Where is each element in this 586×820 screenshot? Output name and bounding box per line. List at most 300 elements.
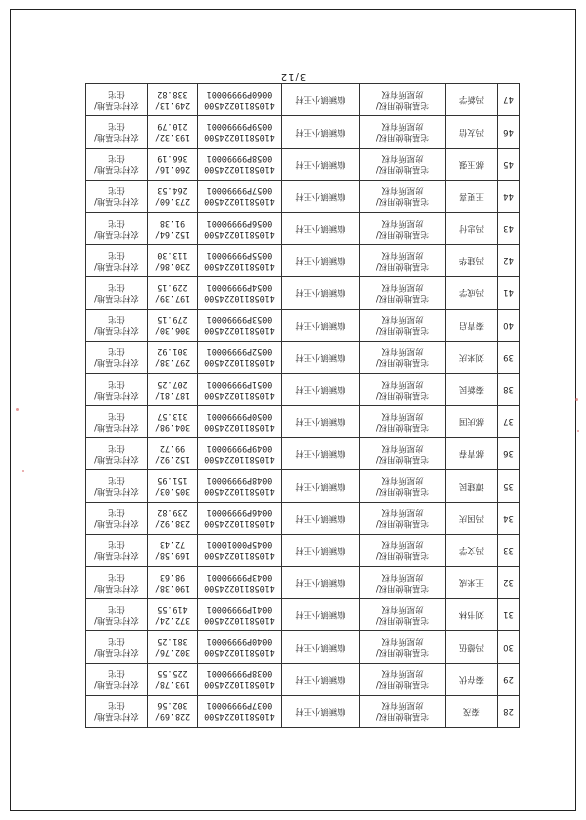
unit-number-cell [198,277,282,309]
land-use-cell-text: 农村宅基地/ [94,100,139,111]
row-number-cell [498,406,520,438]
right-type-cell-text: 房屋所有权 [381,443,424,454]
right-type-cell-text: 宅基地使用权/ [375,197,430,208]
area-cell [148,341,198,373]
owner-name-cell-text: 冯国庆 [458,513,485,524]
land-use-cell [86,148,148,180]
location-cell-text: 临颍镇小王村 [295,642,346,653]
area-cell-text: 169.58/ [154,551,191,562]
unit-number-cell-text: 41058110224500 [204,712,275,723]
land-use-cell [86,599,148,631]
area-cell-text: 313.57 [157,411,188,422]
row-number-cell-text: 41 [503,288,514,299]
owner-name-cell-text: 冯友信 [458,127,485,138]
right-type-cell-text: 宅基地使用权/ [375,358,430,369]
unit-number-cell-text: 0049P99990001 [206,443,273,454]
unit-number-cell-text: 41058110224500 [204,551,275,562]
table-row [86,695,520,727]
unit-number-cell-text: 41058110224500 [204,422,275,433]
right-type-cell-text: 房屋所有权 [381,637,424,648]
owner-name-cell-text: 郝玉强 [458,159,485,170]
location-cell-text: 临颍镇小王村 [295,674,346,685]
land-use-cell-text: 农村宅基地/ [94,648,139,659]
unit-number-cell-text: 41058110224500 [204,197,275,208]
unit-number-cell [198,502,282,534]
owner-name-cell-text: 郝青春 [458,449,485,460]
owner-name-cell-text: 刘来庆 [458,352,485,363]
right-type-cell-text: 宅基地使用权/ [375,293,430,304]
area-cell-text: 238.92/ [154,519,191,530]
land-use-cell-text: 农村宅基地/ [94,261,139,272]
row-number-cell [498,277,520,309]
right-type-cell [360,631,446,663]
land-use-cell [86,180,148,212]
area-cell-text: 297.38/ [154,358,191,369]
owner-name-cell-text: 冯成学 [458,288,485,299]
location-cell-text: 临颍镇小王村 [295,224,346,235]
row-number-cell-text: 33 [503,545,514,556]
table-row [86,406,520,438]
owner-name-cell [446,245,498,277]
unit-number-cell-text: 41058110224500 [204,454,275,465]
area-cell [148,277,198,309]
unit-number-cell-text: 0046P99990001 [206,508,273,519]
unit-number-cell [198,534,282,566]
owner-name-cell [446,502,498,534]
row-number-cell [498,599,520,631]
unit-number-cell-text: 0058P99990001 [206,154,273,165]
row-number-cell [498,502,520,534]
table-row [86,631,520,663]
row-number-cell-text: 29 [503,674,514,685]
table-row [86,534,520,566]
right-type-cell-text: 房屋所有权 [381,572,424,583]
unit-number-cell [198,438,282,470]
area-cell [148,406,198,438]
land-use-cell-text: 住宅 [108,218,125,229]
right-type-cell-text: 房屋所有权 [381,508,424,519]
area-cell-text: 193.32/ [154,133,191,144]
unit-number-cell [198,148,282,180]
location-cell [282,502,360,534]
unit-number-cell-text: 0045P00010001 [206,540,273,551]
right-type-cell [360,406,446,438]
area-cell-text: 264.53 [157,186,188,197]
right-type-cell-text: 房屋所有权 [381,540,424,551]
owner-name-cell [446,567,498,599]
row-number-cell [498,84,520,116]
land-use-cell [86,534,148,566]
land-use-cell-text: 农村宅基地/ [94,712,139,723]
location-cell [282,116,360,148]
unit-number-cell-text: 41058110224500 [204,326,275,337]
row-number-cell [498,309,520,341]
area-cell-text: 279.15 [157,315,188,326]
row-number-cell-text: 40 [503,320,514,331]
right-type-cell [360,245,446,277]
area-cell-text: 225.55 [157,669,188,680]
unit-number-cell-text: 0048P99990001 [206,476,273,487]
right-type-cell [360,84,446,116]
area-cell [148,567,198,599]
area-cell-text: 249.13/ [154,100,191,111]
right-type-cell-text: 宅基地使用权/ [375,680,430,691]
right-type-cell-text: 宅基地使用权/ [375,551,430,562]
location-cell-text: 临颍镇小王村 [295,578,346,589]
right-type-cell-text: 宅基地使用权/ [375,422,430,433]
location-cell-text: 临颍镇小王村 [295,706,346,717]
area-cell [148,502,198,534]
right-type-cell-text: 房屋所有权 [381,669,424,680]
owner-name-cell-text: 谭建民 [458,481,485,492]
land-use-cell-text: 农村宅基地/ [94,229,139,240]
location-cell [282,470,360,502]
unit-number-cell-text: 41058110224500 [204,583,275,594]
owner-name-cell [446,599,498,631]
area-cell-text: 187.81/ [154,390,191,401]
owner-name-cell [446,148,498,180]
owner-name-cell [446,406,498,438]
area-cell [148,245,198,277]
table-row [86,341,520,373]
land-use-cell-text: 农村宅基地/ [94,326,139,337]
area-cell-text: 260.16/ [154,165,191,176]
row-number-cell-text: 36 [503,449,514,460]
row-number-cell-text: 35 [503,481,514,492]
area-cell-text: 99.72 [159,443,186,454]
right-type-cell-text: 房屋所有权 [381,282,424,293]
land-use-cell [86,213,148,245]
land-use-cell-text: 农村宅基地/ [94,454,139,465]
row-number-cell [498,663,520,695]
area-cell-text: 72.43 [159,540,186,551]
owner-name-cell-text: 秦存伏 [458,674,485,685]
area-cell-text: 273.60/ [154,197,191,208]
area-cell [148,599,198,631]
land-use-cell [86,631,148,663]
land-use-cell-text: 住宅 [108,476,125,487]
unit-number-cell-text: 0057P99990001 [206,186,273,197]
owner-name-cell-text: 王来成 [458,578,485,589]
land-use-cell [86,470,148,502]
table-row [86,470,520,502]
land-use-cell [86,373,148,405]
row-number-cell [498,341,520,373]
area-cell-text: 366.19 [157,154,188,165]
row-number-cell [498,695,520,727]
area-cell-text: 210.79 [157,122,188,133]
owner-name-cell [446,116,498,148]
area-cell [148,470,198,502]
row-number-cell-text: 30 [503,642,514,653]
area-cell [148,695,198,727]
location-cell [282,84,360,116]
ink-speck [16,408,19,411]
row-number-cell [498,245,520,277]
location-cell-text: 临颍镇小王村 [295,610,346,621]
right-type-cell [360,213,446,245]
right-type-cell [360,567,446,599]
area-cell [148,438,198,470]
row-number-cell-text: 44 [503,191,514,202]
owner-name-cell-text: 冯建华 [458,256,485,267]
right-type-cell [360,148,446,180]
unit-number-cell-text: 0038P99990001 [206,669,273,680]
area-cell-text: 229.15 [157,282,188,293]
area-cell [148,373,198,405]
right-type-cell-text: 宅基地使用权/ [375,165,430,176]
location-cell-text: 临颍镇小王村 [295,127,346,138]
area-cell-text: 207.25 [157,379,188,390]
land-use-cell [86,84,148,116]
page-number: 3/12 [279,71,307,82]
owner-name-cell [446,341,498,373]
unit-number-cell-text: 41058110224500 [204,487,275,498]
unit-number-cell [198,599,282,631]
location-cell-text: 临颍镇小王村 [295,320,346,331]
area-cell [148,84,198,116]
unit-number-cell-text: 41058110224500 [204,680,275,691]
owner-name-cell [446,277,498,309]
area-cell-text: 190.38/ [154,583,191,594]
land-use-cell-text: 农村宅基地/ [94,615,139,626]
right-type-cell-text: 宅基地使用权/ [375,712,430,723]
location-cell [282,631,360,663]
land-use-cell-text: 农村宅基地/ [94,358,139,369]
land-use-cell-text: 农村宅基地/ [94,197,139,208]
area-cell-text: 306.30/ [154,326,191,337]
right-type-cell-text: 房屋所有权 [381,89,424,100]
unit-number-cell-text: 0052P99990001 [206,347,273,358]
right-type-cell-text: 房屋所有权 [381,315,424,326]
right-type-cell-text: 宅基地使用权/ [375,519,430,530]
location-cell [282,599,360,631]
right-type-cell [360,663,446,695]
right-type-cell-text: 宅基地使用权/ [375,390,430,401]
location-cell [282,406,360,438]
right-type-cell-text: 房屋所有权 [381,411,424,422]
right-type-cell [360,470,446,502]
land-use-cell-text: 住宅 [108,443,125,454]
unit-number-cell-text: 41058110224500 [204,100,275,111]
right-type-cell-text: 宅基地使用权/ [375,454,430,465]
location-cell [282,695,360,727]
unit-number-cell-text: 0040P99990001 [206,637,273,648]
land-use-cell-text: 住宅 [108,379,125,390]
unit-number-cell-text: 0056P99990001 [206,218,273,229]
area-cell-text: 113.30 [157,250,188,261]
unit-number-cell-text: 41058110224500 [204,648,275,659]
table-row [86,502,520,534]
unit-number-cell-text: 0043P99990001 [206,572,273,583]
owner-name-cell-text: 秦新民 [458,385,485,396]
right-type-cell-text: 房屋所有权 [381,122,424,133]
area-cell [148,180,198,212]
land-use-cell [86,663,148,695]
unit-number-cell-text: 0060P99990001 [206,89,273,100]
table-row [86,567,520,599]
owner-name-cell-text: 秦青启 [458,320,485,331]
owner-name-cell-text: 冯忠付 [458,224,485,235]
land-use-cell [86,277,148,309]
area-cell-text: 304.98/ [154,422,191,433]
unit-number-cell-text: 41058110224500 [204,519,275,530]
owner-name-cell [446,438,498,470]
unit-number-cell [198,180,282,212]
owner-name-cell-text: 秦茂 [463,706,480,717]
unit-number-cell [198,84,282,116]
row-number-cell-text: 47 [503,95,514,106]
row-number-cell-text: 46 [503,127,514,138]
land-use-cell-text: 住宅 [108,637,125,648]
location-cell-text: 临颍镇小王村 [295,385,346,396]
land-use-cell-text: 农村宅基地/ [94,680,139,691]
owner-name-cell [446,663,498,695]
location-cell-text: 临颍镇小王村 [295,513,346,524]
owner-name-cell-text: 冯新学 [458,95,485,106]
row-number-cell [498,180,520,212]
right-type-cell [360,695,446,727]
owner-name-cell [446,309,498,341]
row-number-cell-text: 32 [503,578,514,589]
area-cell [148,534,198,566]
owner-name-cell-text: 刘书林 [458,610,485,621]
table-row [86,148,520,180]
location-cell [282,567,360,599]
area-cell-text: 91.38 [159,218,186,229]
land-use-cell-text: 住宅 [108,186,125,197]
property-register-table [85,83,520,728]
table-row [86,277,520,309]
location-cell-text: 临颍镇小王村 [295,191,346,202]
location-cell [282,341,360,373]
right-type-cell-text: 房屋所有权 [381,154,424,165]
unit-number-cell-text: 0037P99990001 [206,701,273,712]
right-type-cell-text: 宅基地使用权/ [375,229,430,240]
unit-number-cell [198,245,282,277]
right-type-cell-text: 宅基地使用权/ [375,326,430,337]
area-cell [148,309,198,341]
row-number-cell [498,631,520,663]
unit-number-cell-text: 0059P99990001 [206,122,273,133]
location-cell-text: 临颍镇小王村 [295,481,346,492]
unit-number-cell [198,663,282,695]
land-use-cell [86,695,148,727]
location-cell [282,309,360,341]
land-use-cell [86,438,148,470]
row-number-cell-text: 43 [503,224,514,235]
row-number-cell [498,148,520,180]
land-use-cell-text: 住宅 [108,540,125,551]
land-use-cell-text: 住宅 [108,604,125,615]
area-cell [148,148,198,180]
land-use-cell-text: 农村宅基地/ [94,422,139,433]
owner-name-cell [446,84,498,116]
right-type-cell-text: 宅基地使用权/ [375,648,430,659]
land-use-cell-text: 住宅 [108,154,125,165]
table-row [86,599,520,631]
land-use-cell-text: 住宅 [108,122,125,133]
right-type-cell [360,502,446,534]
right-type-cell-text: 宅基地使用权/ [375,261,430,272]
row-number-cell-text: 34 [503,513,514,524]
row-number-cell-text: 28 [503,706,514,717]
land-use-cell-text: 住宅 [108,282,125,293]
table-row [86,663,520,695]
table-body [86,84,520,728]
right-type-cell [360,599,446,631]
owner-name-cell [446,213,498,245]
location-cell-text: 临颍镇小王村 [295,95,346,106]
location-cell [282,663,360,695]
unit-number-cell-text: 0054P99990001 [206,282,273,293]
land-use-cell-text: 住宅 [108,411,125,422]
unit-number-cell-text: 41058110224500 [204,293,275,304]
row-number-cell [498,116,520,148]
land-use-cell-text: 住宅 [108,250,125,261]
table-row [86,438,520,470]
location-cell [282,148,360,180]
right-type-cell [360,116,446,148]
location-cell-text: 临颍镇小王村 [295,256,346,267]
right-type-cell-text: 宅基地使用权/ [375,487,430,498]
area-cell-text: 239.82 [157,508,188,519]
area-cell-text: 301.92 [157,347,188,358]
land-use-cell-text: 农村宅基地/ [94,583,139,594]
right-type-cell-text: 房屋所有权 [381,379,424,390]
location-cell [282,277,360,309]
right-type-cell-text: 房屋所有权 [381,186,424,197]
row-number-cell-text: 45 [503,159,514,170]
land-use-cell-text: 农村宅基地/ [94,293,139,304]
row-number-cell [498,373,520,405]
land-use-cell [86,406,148,438]
right-type-cell [360,277,446,309]
area-cell-text: 151.95 [157,476,188,487]
row-number-cell-text: 31 [503,610,514,621]
ink-speck [575,398,578,401]
area-cell [148,631,198,663]
unit-number-cell-text: 0055P99990001 [206,250,273,261]
right-type-cell-text: 宅基地使用权/ [375,583,430,594]
row-number-cell [498,567,520,599]
area-cell [148,116,198,148]
right-type-cell-text: 房屋所有权 [381,218,424,229]
right-type-cell [360,341,446,373]
location-cell [282,180,360,212]
land-use-cell [86,245,148,277]
unit-number-cell [198,695,282,727]
unit-number-cell-text: 41058110224500 [204,615,275,626]
location-cell-text: 临颍镇小王村 [295,417,346,428]
owner-name-cell [446,631,498,663]
land-use-cell-text: 住宅 [108,315,125,326]
land-use-cell-text: 农村宅基地/ [94,390,139,401]
location-cell-text: 临颍镇小王村 [295,159,346,170]
area-cell-text: 381.25 [157,637,188,648]
location-cell-text: 临颍镇小王村 [295,288,346,299]
unit-number-cell-text: 0051P99990001 [206,379,273,390]
unit-number-cell [198,341,282,373]
right-type-cell-text: 房屋所有权 [381,347,424,358]
table-row [86,309,520,341]
right-type-cell-text: 房屋所有权 [381,701,424,712]
unit-number-cell-text: 0041P99990001 [206,604,273,615]
row-number-cell-text: 38 [503,385,514,396]
land-use-cell-text: 住宅 [108,572,125,583]
area-cell-text: 372.24/ [154,615,191,626]
land-use-cell [86,309,148,341]
